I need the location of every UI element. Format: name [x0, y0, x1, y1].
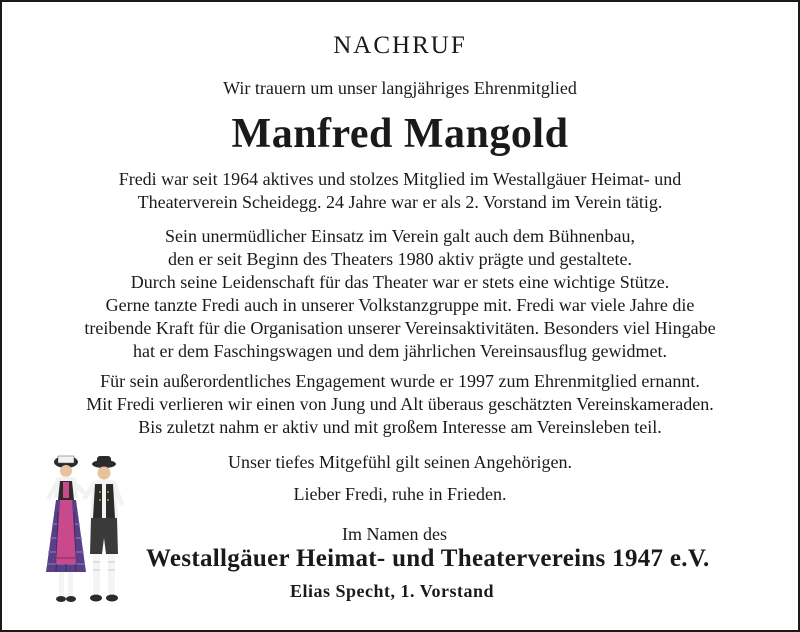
text-line: Bis zuletzt nahm er aktiv und mit großem Interesse am Vereinsleben teil.: [138, 417, 662, 437]
deceased-name: Manfred Mangold: [231, 111, 569, 157]
signer-name: Elias Specht, 1. Vorstand: [290, 581, 495, 601]
text-line: Mit Fredi verlieren wir einen von Jung und Alt überaus geschätzten Vereinskameraden.: [86, 394, 714, 414]
organization-name: Westallgäuer Heimat- und Theatervereins 1947 e.V.: [146, 545, 710, 572]
intro-text: Wir trauern um unser langjähriges Ehrenmitglied: [223, 78, 577, 98]
paragraph-commitment: [2, 225, 798, 363]
text-line: Theaterverein Scheidegg. 24 Jahre war er als 2. Vorstand im Verein tätig.: [137, 192, 663, 212]
paragraph-membership: [2, 168, 798, 214]
condolence-text: Unser tiefes Mitgefühl gilt seinen Angehörigen.: [228, 452, 572, 472]
paragraph-honors: [2, 370, 798, 439]
text-line: hat er dem Faschingswagen und dem jährlichen Vereinsausflug gewidmet.: [132, 341, 668, 361]
text-line: Für sein außerordentliches Engagement wurde er 1997 zum Ehrenmitglied ernannt.: [100, 371, 700, 391]
on-behalf-label: Im Namen des: [342, 524, 447, 544]
text-line: Fredi war seit 1964 aktives und stolzes Mitglied im Westallgäuer Heimat- und: [118, 169, 682, 189]
text-line: Durch seine Leidenschaft für das Theater war er stets eine wichtige Stütze.: [130, 272, 670, 292]
notice-heading: NACHRUF: [333, 32, 467, 59]
text-line: treibende Kraft für die Organisation unserer Vereinsaktivitäten. Besonders viel Hingabe: [84, 318, 716, 338]
text-line: Gerne tanzte Fredi auch in unserer Volkstanzgruppe mit. Fredi war viele Jahre die: [105, 295, 695, 315]
farewell-text: Lieber Fredi, ruhe in Frieden.: [293, 484, 507, 504]
text-line: den er seit Beginn des Theaters 1980 aktiv prägte und gestaltete.: [167, 249, 633, 269]
text-line: Sein unermüdlicher Einsatz im Verein galt auch dem Bühnenbau,: [164, 226, 636, 246]
folk-dance-couple-icon: [36, 454, 136, 608]
